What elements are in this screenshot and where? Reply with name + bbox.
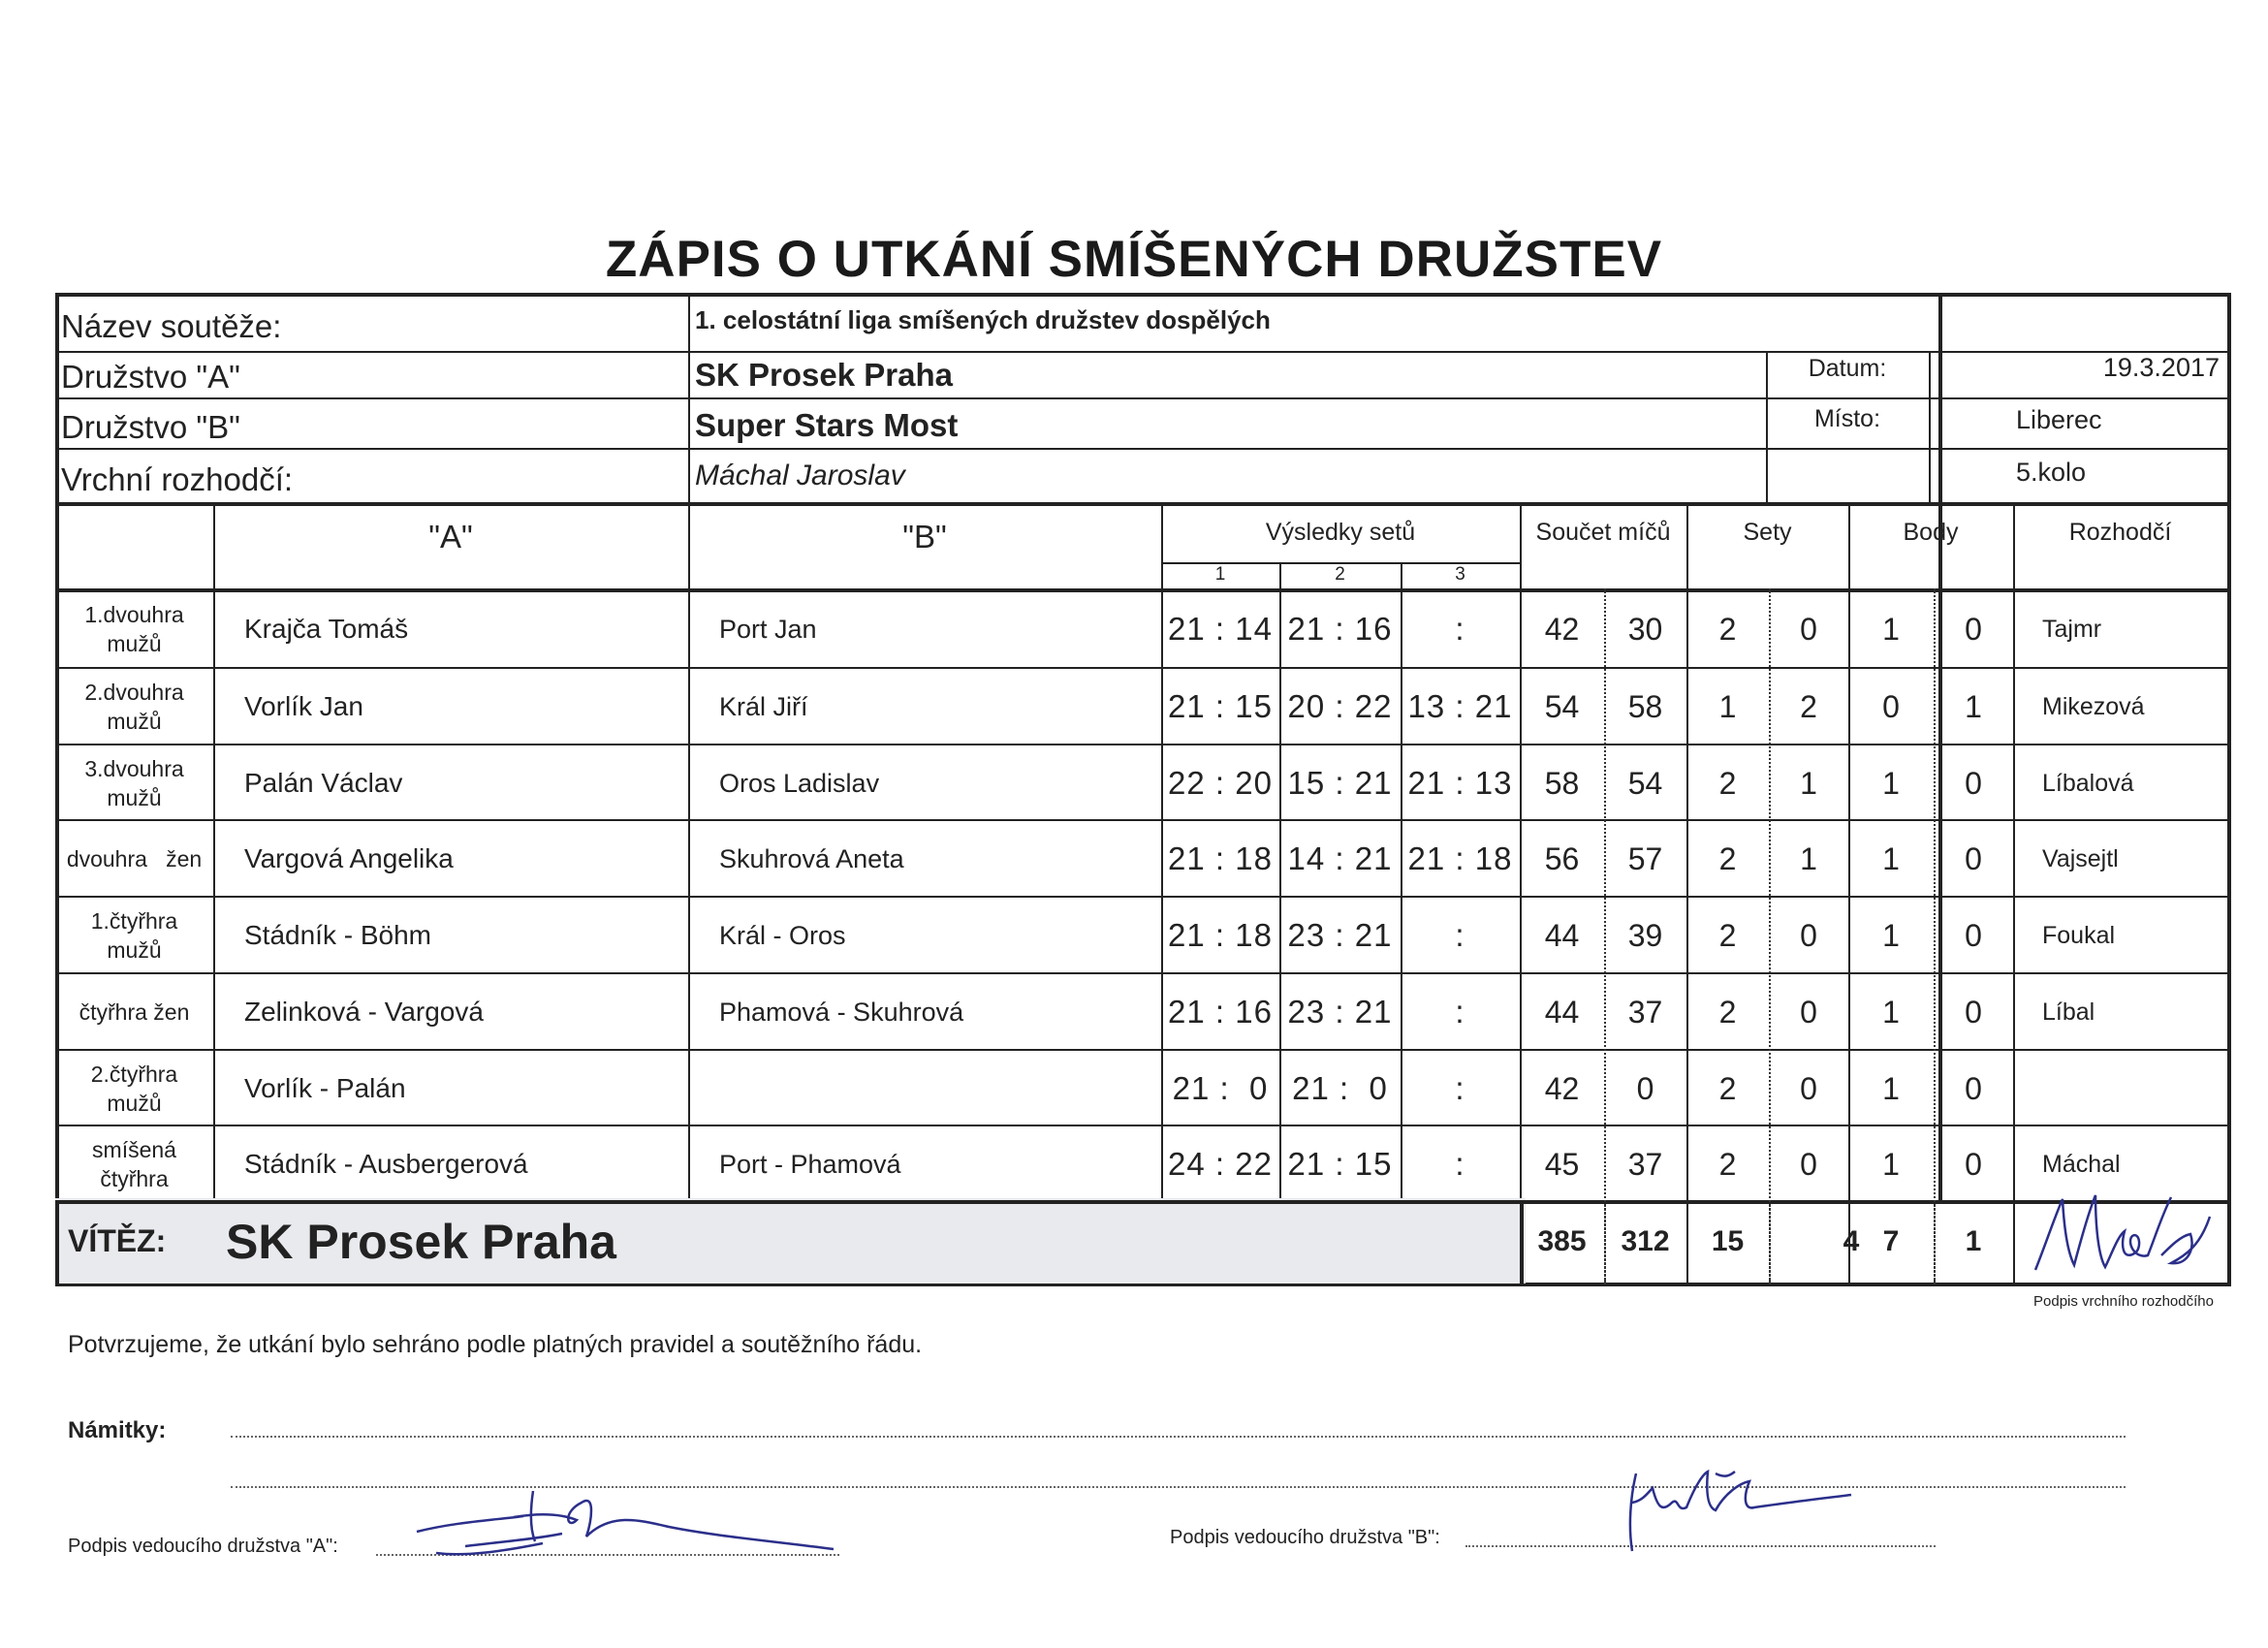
match-category — [55, 745, 213, 821]
body-b: 0 — [1965, 1146, 1982, 1182]
body-a: 1 — [1882, 994, 1900, 1030]
body-a: 1 — [1882, 917, 1900, 953]
sets-b: 0 — [1800, 1146, 1817, 1182]
set-1-score: 21 : 0 — [1172, 1070, 1269, 1106]
round-value: 5.kolo — [2016, 458, 2087, 487]
body-b: 0 — [1965, 765, 1982, 801]
sets-b: 0 — [1800, 1070, 1817, 1106]
points-a: 56 — [1544, 840, 1580, 876]
set-1-score: 21 : 15 — [1168, 688, 1273, 724]
set-2-score: 21 : 15 — [1287, 1146, 1393, 1182]
confirmation-text: Potvrzujeme, že utkání bylo sehráno podle platných pravidel a soutěžního řádu. — [68, 1331, 923, 1358]
total-points-b: 312 — [1621, 1225, 1670, 1257]
match-category-line-1: 2.čtyřhra — [90, 1062, 178, 1087]
body-a: 0 — [1882, 688, 1900, 724]
set-1-score: 21 : 18 — [1168, 840, 1273, 876]
body-b: 0 — [1965, 1070, 1982, 1106]
sets-b: 0 — [1800, 917, 1817, 953]
set-3-score: 21 : 13 — [1407, 765, 1513, 801]
points-b: 30 — [1627, 611, 1663, 647]
winner-label: VÍTĚZ: — [68, 1223, 167, 1258]
match-referee — [2042, 1051, 2227, 1126]
player-b: Skuhrová Aneta — [719, 843, 904, 873]
set-3-score: 21 : 18 — [1407, 840, 1513, 876]
total-body-a: 7 — [1882, 1225, 1900, 1257]
sets-a: 2 — [1718, 994, 1737, 1030]
winner-name: SK Prosek Praha — [226, 1215, 616, 1269]
player-a: Stádník - Böhm — [244, 920, 431, 950]
sets-a: 2 — [1718, 765, 1737, 801]
body-b: 0 — [1965, 994, 1982, 1030]
body-b: 0 — [1965, 840, 1982, 876]
player-b: Král - Oros — [719, 920, 846, 950]
team-a-label: Družstvo "A" — [61, 359, 240, 395]
set-1-score: 24 : 22 — [1168, 1146, 1273, 1182]
total-points-a: 385 — [1537, 1225, 1587, 1257]
match-referee: Mikezová — [2042, 692, 2145, 720]
sets-a: 2 — [1718, 1146, 1737, 1182]
player-a: Vorlík Jan — [244, 691, 363, 721]
sets-b: 2 — [1800, 688, 1817, 724]
body-a: 1 — [1882, 765, 1900, 801]
header-body: Body — [1903, 519, 1959, 546]
match-category-line-2: čtyřhra — [100, 1166, 169, 1191]
header-sets: Sety — [1743, 519, 1792, 546]
header-team-a: "A" — [428, 519, 473, 555]
sets-a: 1 — [1718, 688, 1737, 724]
objections-line-1 — [231, 1436, 2126, 1438]
match-category-line-1: 1.dvouhra — [84, 602, 184, 627]
player-b: Král Jiří — [719, 691, 808, 721]
place-value: Liberec — [2016, 405, 2102, 434]
player-b: Phamová - Skuhrová — [719, 997, 964, 1027]
points-a: 45 — [1544, 1146, 1580, 1182]
sets-a: 2 — [1718, 1070, 1737, 1106]
body-b: 0 — [1965, 917, 1982, 953]
page-title: ZÁPIS O UTKÁNÍ SMÍŠENÝCH DRUŽSTEV — [605, 231, 1663, 288]
player-b — [719, 1051, 1161, 1126]
match-category — [55, 974, 213, 1050]
sets-b: 0 — [1800, 611, 1817, 647]
player-a: Zelinková - Vargová — [244, 997, 484, 1027]
match-category-line-2: mužů — [107, 709, 162, 734]
match-category-line-2: mužů — [107, 631, 162, 656]
points-a: 42 — [1544, 611, 1580, 647]
set-3-score: : — [1455, 1146, 1465, 1182]
match-referee: Líbalová — [2042, 769, 2134, 797]
header-set-3: 3 — [1455, 564, 1465, 585]
total-sets-b: 4 — [1843, 1225, 1860, 1257]
set-1-score: 21 : 18 — [1168, 917, 1273, 953]
header-set-results: Výsledky setů — [1265, 519, 1416, 546]
referee-value: Máchal Jaroslav — [695, 460, 905, 491]
team-b-value: Super Stars Most — [695, 407, 959, 443]
header-team-b: "B" — [902, 519, 947, 555]
date-value: 19.3.2017 — [2102, 353, 2220, 382]
sets-b: 0 — [1800, 994, 1817, 1030]
set-2-score: 15 : 21 — [1287, 765, 1393, 801]
body-a: 1 — [1882, 611, 1900, 647]
points-b: 37 — [1627, 1146, 1663, 1182]
points-b: 0 — [1636, 1070, 1654, 1106]
body-a: 1 — [1882, 1146, 1900, 1182]
sign-b-label: Podpis vedoucího družstva "B": — [1170, 1527, 1440, 1548]
set-1-score: 22 : 20 — [1168, 765, 1273, 801]
match-referee: Tajmr — [2042, 615, 2102, 643]
points-b: 58 — [1627, 688, 1663, 724]
set-1-score: 21 : 14 — [1168, 611, 1273, 647]
total-sets-a: 15 — [1711, 1225, 1745, 1257]
points-b: 57 — [1627, 840, 1663, 876]
player-a: Stádník - Ausbergerová — [244, 1149, 528, 1179]
match-category-line-1: čtyřhra žen — [79, 999, 190, 1025]
points-a: 42 — [1544, 1070, 1580, 1106]
sets-a: 2 — [1718, 611, 1737, 647]
referee-label: Vrchní rozhodčí: — [61, 461, 294, 497]
points-a: 44 — [1544, 917, 1580, 953]
match-category-line-2: mužů — [107, 937, 162, 963]
match-referee: Máchal — [2042, 1150, 2121, 1178]
set-2-score: 23 : 21 — [1287, 994, 1393, 1030]
player-a: Palán Václav — [244, 768, 403, 798]
set-2-score: 14 : 21 — [1287, 840, 1393, 876]
sets-a: 2 — [1718, 840, 1737, 876]
total-body-b: 1 — [1965, 1225, 1982, 1257]
points-a: 58 — [1544, 765, 1580, 801]
match-category — [55, 1051, 213, 1126]
set-3-score: 13 : 21 — [1407, 688, 1513, 724]
set-3-score: : — [1455, 994, 1465, 1030]
set-3-score: : — [1455, 611, 1465, 647]
match-category — [55, 591, 213, 667]
competition-label: Název soutěže: — [61, 308, 282, 344]
sets-b: 1 — [1800, 765, 1817, 801]
points-a: 44 — [1544, 994, 1580, 1030]
set-2-score: 21 : 0 — [1292, 1070, 1388, 1106]
sets-a: 2 — [1718, 917, 1737, 953]
match-category-line-1: dvouhra žen — [66, 846, 203, 872]
player-a: Vargová Angelika — [244, 843, 454, 873]
points-b: 54 — [1627, 765, 1663, 801]
header-set-1: 1 — [1214, 564, 1226, 585]
objections-label: Námitky: — [68, 1417, 167, 1443]
match-referee: Foukal — [2042, 921, 2116, 949]
match-category-line-2: mužů — [107, 785, 162, 810]
player-a: Vorlík - Palán — [244, 1073, 406, 1103]
set-3-score: : — [1455, 917, 1465, 953]
sets-b: 1 — [1800, 840, 1817, 876]
player-b: Oros Ladislav — [719, 768, 880, 798]
match-referee: Líbal — [2042, 998, 2095, 1026]
match-category-line-1: 1.čtyřhra — [90, 908, 178, 934]
match-category — [55, 898, 213, 973]
head-referee-signature — [2026, 1178, 2220, 1284]
set-2-score: 23 : 21 — [1287, 917, 1393, 953]
body-b: 1 — [1965, 688, 1982, 724]
match-referee: Vajsejtl — [2042, 844, 2119, 872]
body-a: 1 — [1882, 840, 1900, 876]
date-label: Datum: — [1808, 355, 1887, 382]
head-referee-signature-caption: Podpis vrchního rozhodčího — [2033, 1293, 2214, 1310]
place-label: Místo: — [1813, 405, 1881, 432]
team-a-value: SK Prosek Praha — [695, 357, 953, 393]
match-category-line-1: smíšená — [92, 1137, 176, 1162]
player-b: Port - Phamová — [719, 1149, 901, 1179]
match-category-line-1: 2.dvouhra — [84, 680, 184, 705]
body-a: 1 — [1882, 1070, 1900, 1106]
team-a-signature — [407, 1474, 872, 1570]
competition-value: 1. celostátní liga smíšených družstev dospělých — [695, 305, 1271, 334]
header-referee: Rozhodčí — [2068, 519, 2172, 546]
player-b: Port Jan — [719, 614, 817, 644]
points-b: 37 — [1627, 994, 1663, 1030]
points-a: 54 — [1544, 688, 1580, 724]
header-points-sum: Součet míčů — [1535, 519, 1671, 546]
header-set-2: 2 — [1335, 564, 1345, 585]
set-1-score: 21 : 16 — [1168, 994, 1273, 1030]
match-category — [55, 669, 213, 745]
match-category — [55, 1126, 213, 1202]
body-b: 0 — [1965, 611, 1982, 647]
match-category-line-1: 3.dvouhra — [84, 756, 184, 781]
points-b: 39 — [1627, 917, 1663, 953]
set-2-score: 21 : 16 — [1287, 611, 1393, 647]
match-category — [55, 821, 213, 897]
team-b-signature — [1619, 1454, 1871, 1561]
sign-a-label: Podpis vedoucího družstva "A": — [68, 1536, 338, 1557]
match-category-line-2: mužů — [107, 1091, 162, 1116]
player-a: Krajča Tomáš — [244, 614, 409, 644]
team-b-label: Družstvo "B" — [61, 409, 240, 445]
set-3-score: : — [1455, 1070, 1465, 1106]
set-2-score: 20 : 22 — [1287, 688, 1393, 724]
